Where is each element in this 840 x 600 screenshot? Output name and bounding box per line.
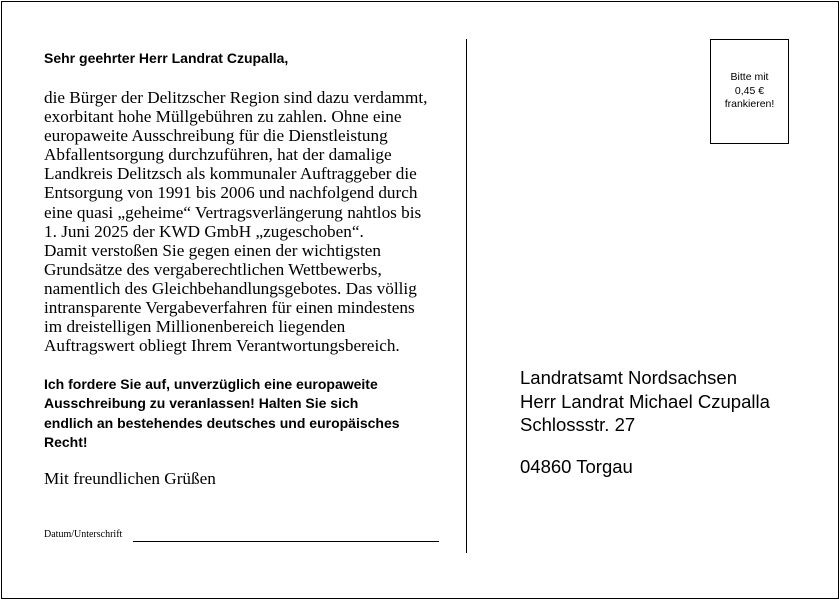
address-line-city: 04860 Torgau [520, 455, 633, 477]
stamp-text-line: 0,45 € [734, 84, 765, 97]
demand-line: Ich fordere Sie auf, unverzüglich eine europaweite [44, 376, 378, 392]
body-line: exorbitant hohe Müllgebühren zu zahlen. Ohne eine [44, 107, 402, 127]
body-line: europaweite Ausschreibung für die Dienstleistung [44, 126, 388, 146]
address-line-name: Herr Landrat Michael Czupalla [520, 390, 770, 412]
stamp-text-line: Bitte mit [730, 71, 769, 84]
address-line-office: Landratsamt Nordsachsen [520, 367, 737, 388]
address-line-street: Schlossstr. 27 [520, 414, 636, 435]
stamp-box [710, 39, 789, 144]
card-divider [466, 39, 467, 553]
body-line: Entsorgung von 1991 bis 2006 und nachfolgend durch [44, 183, 418, 203]
letter-demand [44, 375, 444, 452]
demand-line: Recht! [44, 433, 88, 450]
body-line: die Bürger der Delitzscher Region sind dazu verdammt, [44, 88, 428, 107]
stamp-text-line: frankieren! [724, 98, 775, 111]
letter-closing: Mit freundlichen Grüßen [44, 469, 216, 488]
body-line: Damit verstoßen Sie gegen einen der wichtigsten [44, 240, 381, 260]
demand-line: Ausschreibung zu veranlassen! Halten Sie sich [44, 395, 359, 412]
body-line: Abfallentsorgung durchzuführen, hat der damalige [44, 145, 392, 165]
demand-line: endlich an bestehendes deutsches und europäisches [44, 414, 400, 431]
body-line: namentlich des Gleichbehandlungsgebotes. Das völlig [44, 278, 417, 298]
recipient-address [520, 366, 770, 478]
letter-body [44, 88, 444, 355]
body-line: Grundsätze des vergaberechtlichen Wettbewerbs, [44, 259, 382, 279]
body-line: Auftragswert obliegt Ihrem Verantwortungsbereich. [44, 336, 400, 356]
body-line: im dreistelligen Millionenbereich liegenden [44, 317, 346, 337]
body-line: 1. Juni 2025 der KWD GmbH „zugeschoben“. [44, 221, 364, 241]
body-line: intransparente Vergabeverfahren für einen mindestens [44, 298, 415, 318]
body-line: eine quasi „geheime“ Vertragsverlängerung nahtlos bis [44, 202, 422, 222]
date-signature-label: Datum/Unterschrift [44, 529, 123, 540]
body-line: Landkreis Delitzsch als kommunaler Auftraggeber die [44, 164, 417, 184]
letter-salutation: Sehr geehrter Herr Landrat Czupalla, [44, 50, 289, 66]
signature-line[interactable] [133, 541, 439, 542]
